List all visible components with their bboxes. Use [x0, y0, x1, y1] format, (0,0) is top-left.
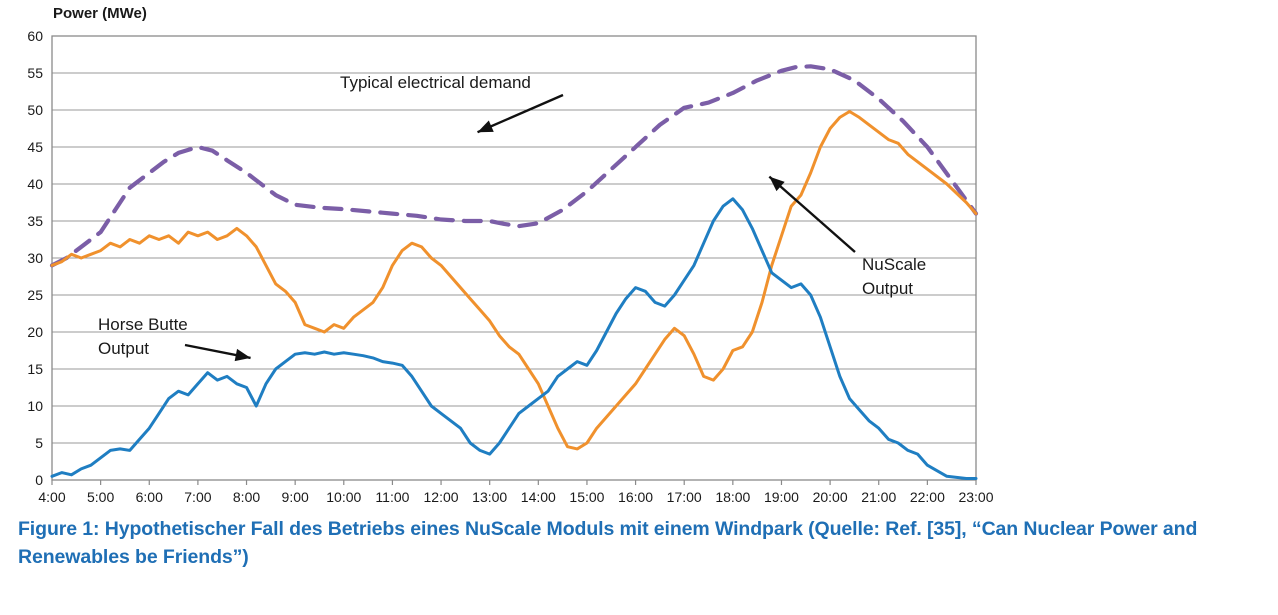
y-axis-label: Power (MWe) — [53, 5, 147, 22]
x-tick: 6:00 — [135, 489, 163, 505]
y-tick: 25 — [27, 287, 43, 303]
y-tick: 10 — [27, 398, 43, 414]
x-tick: 22:00 — [909, 489, 945, 505]
x-tick: 18:00 — [715, 489, 751, 505]
x-tick: 21:00 — [861, 489, 897, 505]
x-tick: 19:00 — [763, 489, 799, 505]
x-tick: 12:00 — [423, 489, 459, 505]
series-line — [52, 199, 976, 479]
x-tick: 14:00 — [520, 489, 556, 505]
y-tick: 55 — [27, 65, 43, 81]
data-series — [52, 66, 976, 478]
y-tick: 30 — [27, 250, 43, 266]
x-tick: 23:00 — [958, 489, 994, 505]
x-tick: 8:00 — [232, 489, 261, 505]
y-tick: 40 — [27, 176, 43, 192]
y-tick: 0 — [35, 472, 43, 488]
x-tick: 10:00 — [326, 489, 362, 505]
y-tick: 60 — [27, 28, 43, 44]
x-tick-labels — [38, 480, 993, 505]
y-tick: 35 — [27, 213, 43, 229]
y-tick: 15 — [27, 361, 43, 377]
x-tick: 17:00 — [666, 489, 702, 505]
annotation-label: Typical electrical demand — [340, 73, 531, 92]
y-tick: 45 — [27, 139, 43, 155]
annotation-arrow-head — [478, 121, 494, 133]
x-tick: 16:00 — [618, 489, 654, 505]
annotation-label: Horse Butte — [98, 315, 188, 334]
y-tick: 50 — [27, 102, 43, 118]
y-tick-labels — [27, 28, 43, 488]
x-tick: 7:00 — [184, 489, 212, 505]
x-tick: 5:00 — [87, 489, 115, 505]
annotation-label: Output — [862, 279, 914, 298]
y-tick: 5 — [35, 435, 43, 451]
x-tick: 11:00 — [375, 489, 410, 505]
gridlines — [52, 36, 976, 480]
x-tick: 13:00 — [472, 489, 508, 505]
annotation-label: Output — [98, 339, 150, 358]
x-tick: 15:00 — [569, 489, 605, 505]
annotation-label: NuScale — [862, 255, 927, 274]
x-tick: 4:00 — [38, 489, 66, 505]
annotation-arrow-head — [235, 349, 251, 361]
series-line — [52, 111, 976, 448]
annotations — [98, 73, 926, 361]
y-tick: 20 — [27, 324, 43, 340]
annotation-arrow-line — [769, 177, 855, 252]
figure-caption: Figure 1: Hypothetischer Fall des Betriebs eines NuScale Moduls mit einem Windpark (Quelle: Ref. [35], “Can Nuclear Power and Renewables be Friends”) — [18, 518, 1198, 568]
x-tick: 9:00 — [281, 489, 309, 505]
x-tick: 20:00 — [812, 489, 848, 505]
